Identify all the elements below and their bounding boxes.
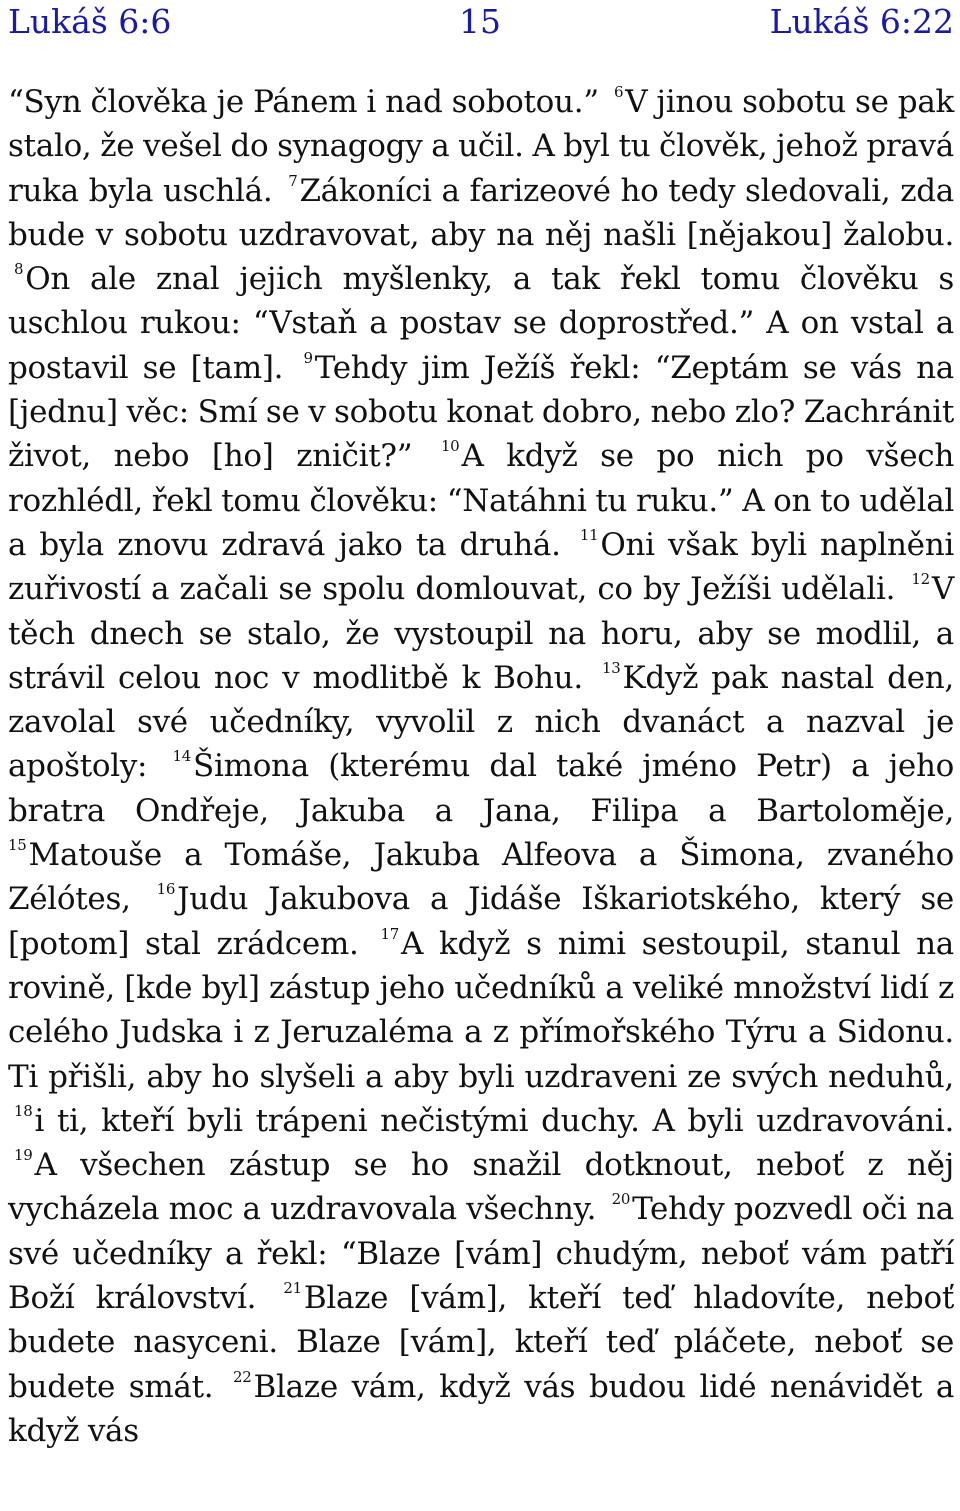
verse-number: 22 [233, 1367, 252, 1386]
verse-number: 7 [288, 171, 298, 190]
verse-text: Blaze vám, když vás budou lidé nenávidět a když vás [8, 1368, 954, 1449]
paragraph [8, 80, 954, 1453]
verse-text: A když s nimi sestoupil, stanul na rovině, [kde byl] zástup jeho učedníků a veliké množství lidí z celého Judska i z Jeruzaléma a z přímořského Týru a Sidonu. Ti přišli, aby ho slyšeli a aby byli uzdraveni ze svých neduhů, [8, 925, 954, 1095]
verse-number: 17 [380, 924, 399, 943]
verse-number: 6 [613, 83, 624, 101]
page-header [0, 0, 960, 48]
header-start-reference: Lukáš 6:6 [8, 2, 172, 41]
verse-number: 13 [602, 658, 621, 677]
verse-text: i ti, kteří byli trápeni nečistými duchy. A byli uzdravováni. [34, 1102, 954, 1139]
verse-text: A když se po nich po všech rozhlédl, řekl tomu člověku: “Natáhni tu ruku.” A on to udělal a byla znovu zdravá jako ta druhá. [8, 438, 954, 563]
verse-text: V těch dnech se stalo, že vystoupil na horu, aby se modlil, a strávil celou noc v modlitbě k Bohu. [8, 571, 954, 696]
verse-text: A všechen zástup se ho snažil dotknout, neboť z něj vycházela moc a uzdravovala všechny. [8, 1147, 954, 1228]
verse-text: Tehdy pozvedl oči na své učedníky a řekl: “Blaze [vám] chudým, neboť vám patří Boží království. [8, 1191, 954, 1317]
page-number: 15 [459, 2, 501, 41]
verse-text: Tehdy jim Ježíš řekl: “Zeptám se vás na [jednu] věc: Smí se v sobotu konat dobro, nebo zlo? Zachránit život, nebo [ho] zničit?” [8, 349, 954, 475]
verse-text: Oni však byli naplněni zuřivostí a začali se spolu domlouvat, co by Ježíši udělali. [8, 526, 954, 608]
verse-number: 15 [8, 836, 27, 855]
verse-number: 10 [440, 437, 460, 456]
verse-number: 12 [911, 570, 930, 589]
verse-text: Šimona (kterému dal také jméno Petr) a jeho bratra Ondřeje, Jakuba a Jana, Filipa a Bartoloměje, [8, 748, 954, 829]
verse-text: Blaze [vám], kteří teď hladovíte, neboť budete nasyceni. Blaze [vám], kteří teď pláčete, neboť se budete smát. [8, 1280, 954, 1405]
verse-text: Když pak nastal den, zavolal své učedníky, vyvolil z nich dvanáct a nazval je apoštoly: [8, 659, 954, 785]
verse-number: 14 [172, 747, 192, 766]
header-end-reference: Lukáš 6:22 [769, 2, 954, 41]
verse-number: 21 [283, 1279, 302, 1298]
verse-text: Zákoníci a farizeové ho tedy sledovali, zda bude v sobotu uzdravovat, aby na něj našli [nějakou] žalobu. [8, 172, 954, 253]
verse-continuation: “Syn člověka je Pánem i nad sobotou.” [8, 84, 599, 120]
verse-number: 16 [156, 880, 176, 899]
scripture-text [8, 80, 954, 1453]
verse-number: 20 [611, 1190, 631, 1209]
verse-number: 18 [14, 1101, 33, 1120]
verse-number: 9 [303, 348, 313, 367]
verse-text: On ale znal jejich myšlenky, a tak řekl tomu člověku s uschlou rukou: “Vstaň a postav se doprostřed.” A on vstal a postavil se [tam]. [8, 261, 954, 386]
verse-text: Matouše a Tomáše, Jakuba Alfeova a Šimona, zvaného Zélótes, [8, 837, 954, 918]
verse-number: 8 [14, 260, 24, 279]
verse-number: 19 [14, 1146, 33, 1165]
verse-text: V jinou sobotu se pak stalo, že vešel do synagogy a učil. A byl tu člověk, jehož pravá ruka byla uschlá. [8, 84, 955, 209]
verse-text: Judu Jakubova a Jidáše Iškariotského, který se [potom] stal zrádcem. [8, 881, 954, 962]
verse-number: 11 [579, 525, 599, 544]
